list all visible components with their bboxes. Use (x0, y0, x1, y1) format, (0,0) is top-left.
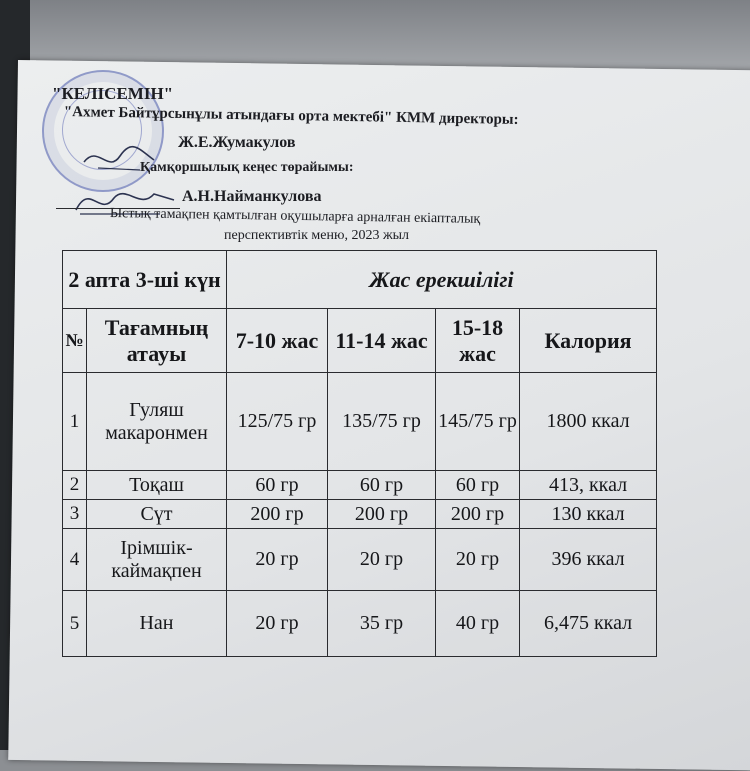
row-calories: 1800 ккал (520, 373, 657, 471)
table-row (63, 500, 657, 529)
row-dish: Нан (87, 591, 227, 657)
menu-table (62, 250, 657, 657)
table-row (63, 591, 657, 657)
table-row (63, 373, 657, 471)
row-dish: Тоқаш (87, 471, 227, 500)
row-calories: 413, ккал (520, 471, 657, 500)
row-age-11-14: 35 гр (328, 591, 436, 657)
table-row (63, 529, 657, 591)
row-age-11-14: 20 гр (328, 529, 436, 591)
row-calories: 396 ккал (520, 529, 657, 591)
director-name: Ж.Е.Жумакулов (178, 134, 296, 151)
row-dish: Сүт (87, 500, 227, 529)
row-age-15-18: 60 гр (436, 471, 520, 500)
column-header-age-7-10: 7-10 жас (227, 309, 328, 373)
row-age-11-14: 200 гр (328, 500, 436, 529)
row-age-7-10: 20 гр (227, 529, 328, 591)
row-num: 3 (63, 500, 87, 529)
school-director-line: "Ахмет Байтұрсынұлы атындағы орта мектебі" КММ директоры: (63, 104, 519, 128)
row-dish: Гуляш макаронмен (87, 373, 227, 471)
row-age-11-14: 135/75 гр (328, 373, 436, 471)
council-title: Қамқоршылық кеңес төрайымы: (140, 160, 354, 175)
row-dish: Ірімшік-каймақпен (87, 529, 227, 591)
menu-title-line-2: перспективтік меню, 2023 жыл (224, 228, 410, 243)
row-age-7-10: 60 гр (227, 471, 328, 500)
age-group-header: Жас ерекшілігі (227, 251, 657, 309)
row-age-7-10: 20 гр (227, 591, 328, 657)
column-header-dish: Тағамның атауы (87, 309, 227, 373)
table-header-row-2 (63, 309, 657, 373)
row-age-15-18: 20 гр (436, 529, 520, 591)
approval-heading: "КЕЛІСЕМІН" (52, 84, 174, 103)
row-age-7-10: 125/75 гр (227, 373, 328, 471)
row-age-15-18: 145/75 гр (436, 373, 520, 471)
row-age-7-10: 200 гр (227, 500, 328, 529)
row-num: 5 (63, 591, 87, 657)
table-header-row-1 (63, 251, 657, 309)
row-age-15-18: 40 гр (436, 591, 520, 657)
row-num: 4 (63, 529, 87, 591)
row-age-11-14: 60 гр (328, 471, 436, 500)
column-header-calories: Калория (520, 309, 657, 373)
column-header-num: № (63, 309, 87, 373)
column-header-age-11-14: 11-14 жас (328, 309, 436, 373)
row-calories: 130 ккал (520, 500, 657, 529)
week-day-cell: 2 апта 3-ші күн (63, 251, 227, 309)
row-calories: 6,475 ккал (520, 591, 657, 657)
table-row (63, 471, 657, 500)
row-num: 1 (63, 373, 87, 471)
row-num: 2 (63, 471, 87, 500)
column-header-age-15-18: 15-18 жас (436, 309, 520, 373)
row-age-15-18: 200 гр (436, 500, 520, 529)
council-name: А.Н.Найманкулова (182, 188, 322, 205)
menu-title-line-1: Ыстық тамақпен қамтылған оқушыларға арналған екіапталық (109, 206, 481, 227)
